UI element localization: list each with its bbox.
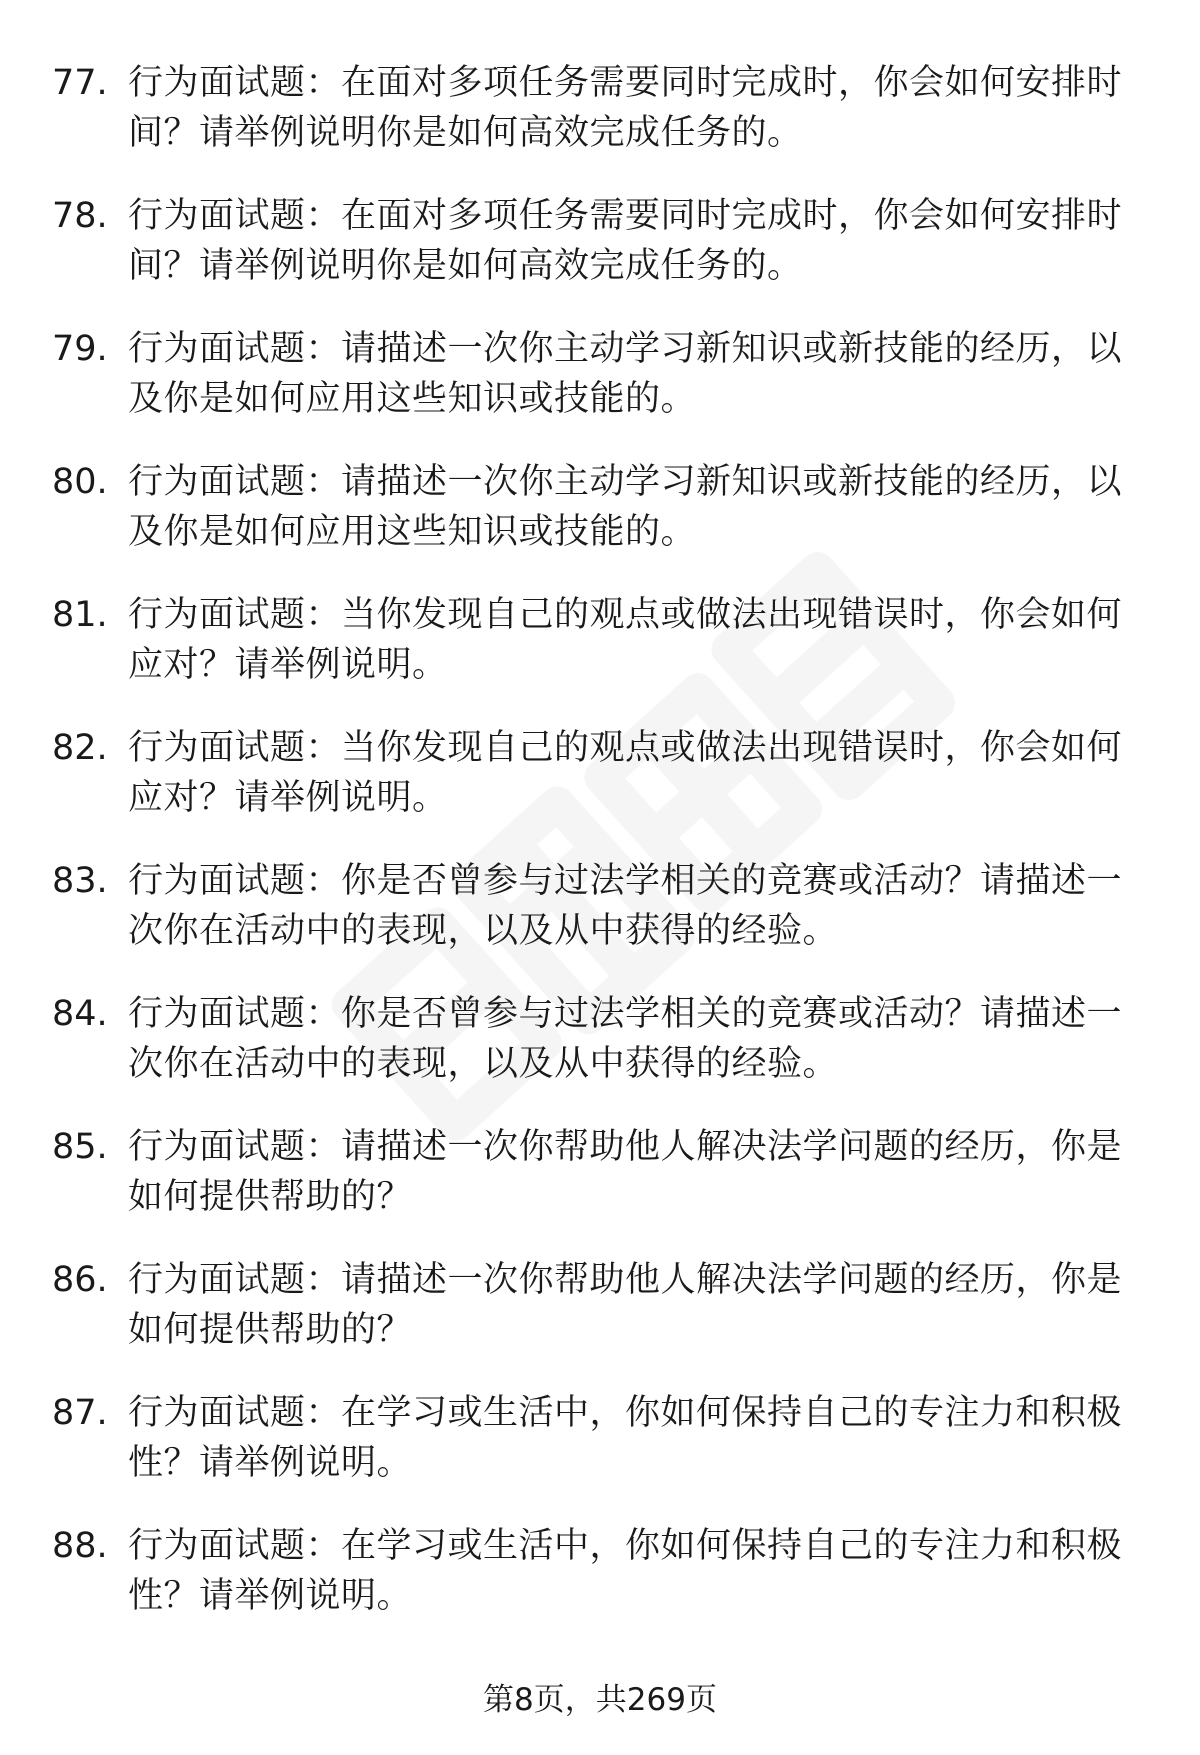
question-text: 行为面试题：你是否曾参与过法学相关的竞赛或活动？请描述一次你在活动中的表现，以及从中获得的经验。 <box>128 861 1123 951</box>
question-text: 行为面试题：当你发现自己的观点或做法出现错误时，你会如何应对？请举例说明。 <box>128 595 1123 685</box>
question-text: 行为面试题：在学习或生活中，你如何保持自己的专注力和积极性？请举例说明。 <box>128 1393 1123 1483</box>
page-footer <box>0 1680 1200 1720</box>
question-number: 78. <box>52 196 108 236</box>
question-text: 行为面试题：在面对多项任务需要同时完成时，你会如何安排时间？请举例说明你是如何高效完成任务的。 <box>128 196 1123 286</box>
question-text: 行为面试题：当你发现自己的观点或做法出现错误时，你会如何应对？请举例说明。 <box>128 728 1123 818</box>
question-number: 81. <box>52 595 108 635</box>
list-item <box>0 1388 1200 1521</box>
question-text: 行为面试题：请描述一次你帮助他人解决法学问题的经历，你是如何提供帮助的？ <box>128 1127 1123 1217</box>
list-item <box>0 590 1200 723</box>
question-number: 88. <box>52 1526 108 1566</box>
list-item <box>0 457 1200 590</box>
list-item <box>0 191 1200 324</box>
question-text: 行为面试题：你是否曾参与过法学相关的竞赛或活动？请描述一次你在活动中的表现，以及从中获得的经验。 <box>128 994 1123 1084</box>
question-text: 行为面试题：请描述一次你主动学习新知识或新技能的经历，以及你是如何应用这些知识或技能的。 <box>128 329 1123 419</box>
question-number: 85. <box>52 1127 108 1167</box>
question-list <box>0 58 1200 1654</box>
question-text: 行为面试题：请描述一次你帮助他人解决法学问题的经历，你是如何提供帮助的？ <box>128 1260 1123 1350</box>
question-number: 77. <box>52 63 108 103</box>
question-number: 79. <box>52 329 108 369</box>
list-item <box>0 856 1200 989</box>
page-indicator: 第8页，共269页 <box>483 1682 717 1718</box>
list-item <box>0 58 1200 191</box>
question-text: 行为面试题：在学习或生活中，你如何保持自己的专注力和积极性？请举例说明。 <box>128 1526 1123 1616</box>
question-number: 84. <box>52 994 108 1034</box>
list-item <box>0 1521 1200 1654</box>
list-item <box>0 989 1200 1122</box>
question-number: 80. <box>52 462 108 502</box>
list-item <box>0 1255 1200 1388</box>
list-item <box>0 1122 1200 1255</box>
question-text: 行为面试题：在面对多项任务需要同时完成时，你会如何安排时间？请举例说明你是如何高效完成任务的。 <box>128 63 1123 153</box>
question-number: 82. <box>52 728 108 768</box>
question-text: 行为面试题：请描述一次你主动学习新知识或新技能的经历，以及你是如何应用这些知识或技能的。 <box>128 462 1123 552</box>
list-item <box>0 324 1200 457</box>
question-number: 83. <box>52 861 108 901</box>
question-number: 87. <box>52 1393 108 1433</box>
list-item <box>0 723 1200 856</box>
question-number: 86. <box>52 1260 108 1300</box>
